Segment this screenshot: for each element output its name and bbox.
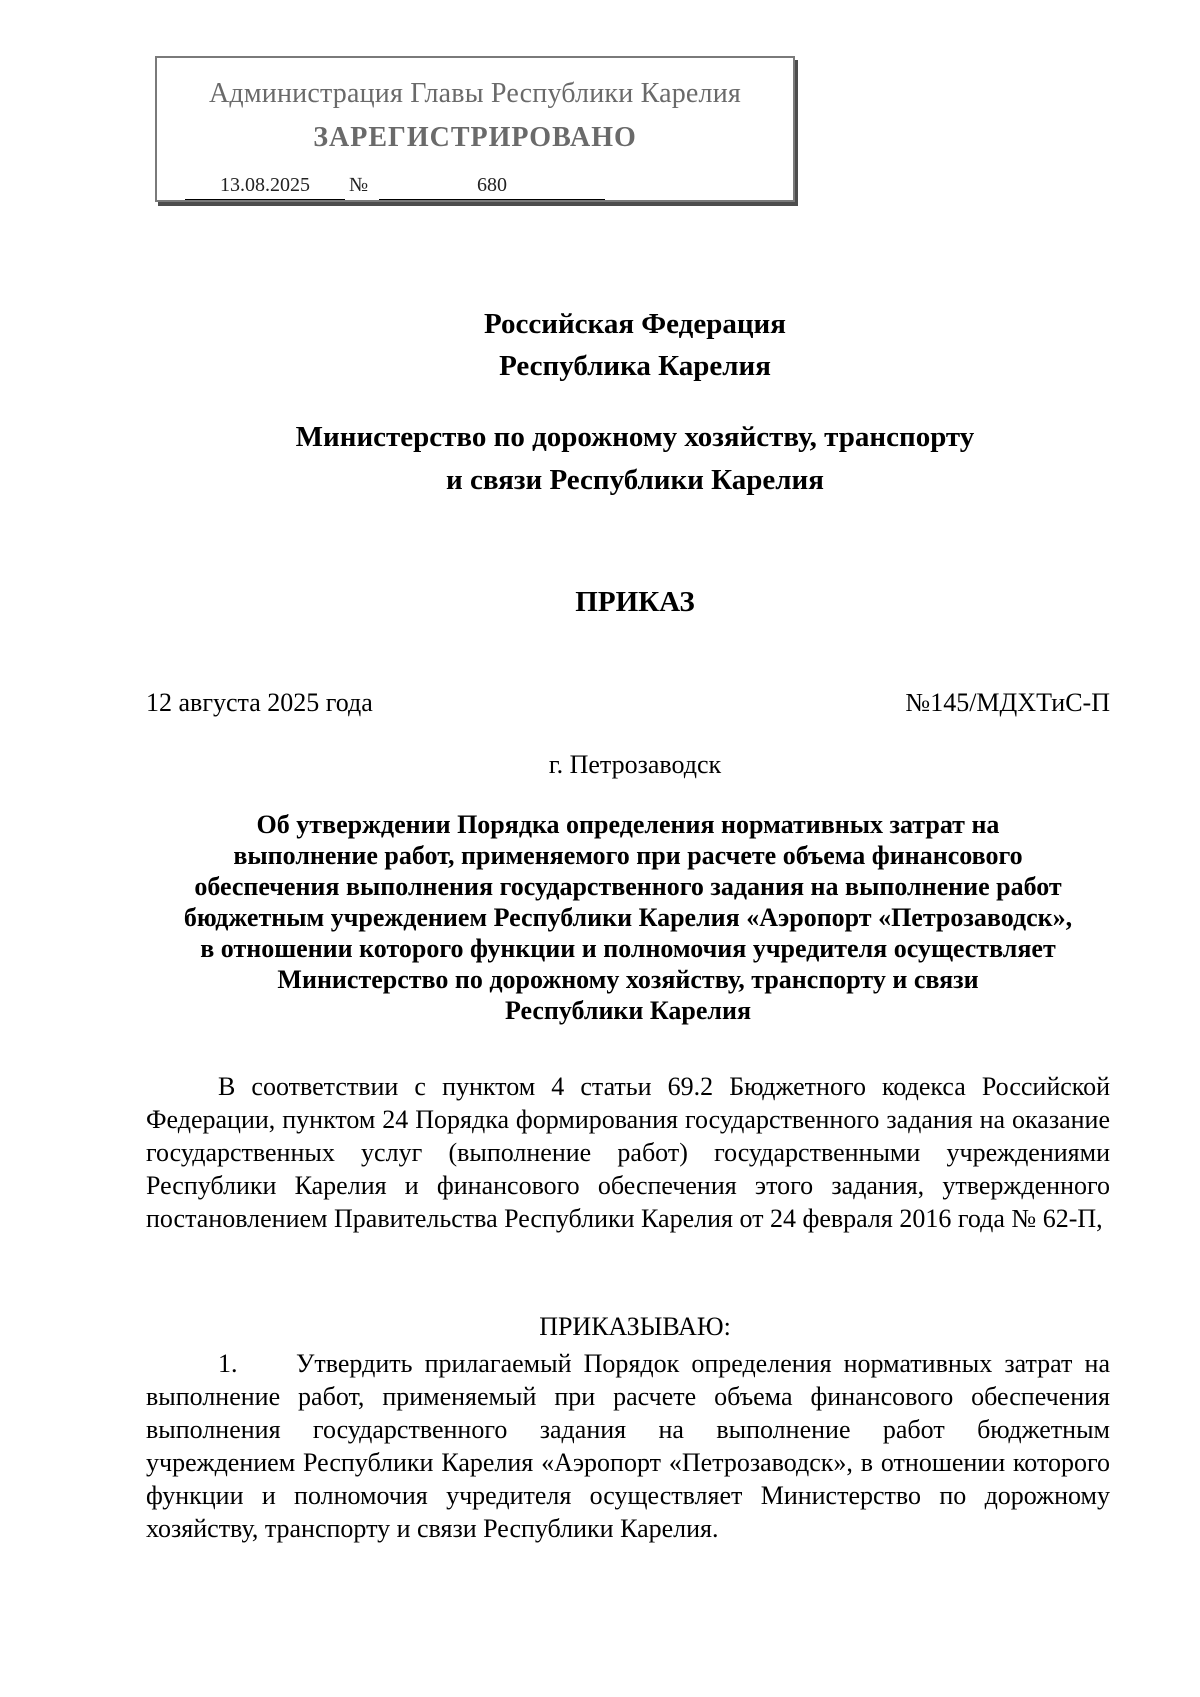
order-item-text: Утвердить прилагаемый Порядок определения нормативных затрат на выполнение работ, применяемый при расчете объема финансового обеспечения выполнения государственного задания на выполнение работ бюджетным учреждением Республики Карелия «Аэропорт «Петрозаводск», в отношении которого функции и полномочия учредителя осуществляет Министерство по дорожному хозяйству, транспорту и связи Республики Карелия. <box>146 1349 1110 1543</box>
title-line: в отношении которого функции и полномочия учредителя осуществляет <box>200 934 1056 963</box>
stamp-organization: Администрация Главы Республики Карелия <box>209 78 741 109</box>
stamp-number-label: № <box>349 174 369 196</box>
title-line: Об утверждении Порядка определения нормативных затрат на <box>256 810 1000 839</box>
title-line: обеспечения выполнения государственного задания на выполнение работ <box>194 872 1062 901</box>
document-city: г. Петрозаводск <box>548 750 722 779</box>
title-line: Министерство по дорожному хозяйству, транспорту и связи <box>277 965 979 994</box>
title-line: выполнение работ, применяемого при расчете объема финансового <box>233 841 1023 870</box>
header-country: Российская Федерация <box>484 308 786 340</box>
stamp-status: ЗАРЕГИСТРИРОВАНО <box>313 122 637 153</box>
registration-stamp <box>155 56 795 202</box>
document-number: №145/МДХТиС-П <box>905 688 1110 717</box>
order-item <box>146 1347 1110 1545</box>
document-type: ПРИКАЗ <box>575 586 695 618</box>
header-ministry-line-2: и связи Республики Карелия <box>446 464 824 496</box>
document-title <box>146 809 1110 1026</box>
stamp-number: 680 <box>379 171 605 200</box>
header-region: Республика Карелия <box>499 350 771 382</box>
ordering-heading: ПРИКАЗЫВАЮ: <box>539 1312 731 1341</box>
basis-paragraph: В соответствии с пунктом 4 статьи 69.2 Бюджетного кодекса Российской Федерации, пунктом 24 Порядка формирования государственного задания на оказание государственных услуг (выполнение работ) государственными учреждениями Республики Карелия и финансового обеспечения этого задания, утвержденного постановлением Правительства Республики Карелия от 24 февраля 2016 года № 62-П, <box>146 1072 1110 1233</box>
order-item-number: 1. <box>218 1349 238 1378</box>
stamp-date: 13.08.2025 <box>185 171 345 200</box>
title-line: Республики Карелия <box>504 996 752 1025</box>
document-date: 12 августа 2025 года <box>146 688 373 717</box>
title-line: бюджетным учреждением Республики Карелия «Аэропорт «Петрозаводск», <box>183 903 1073 932</box>
header-ministry-line-1: Министерство по дорожному хозяйству, транспорту <box>295 421 975 453</box>
